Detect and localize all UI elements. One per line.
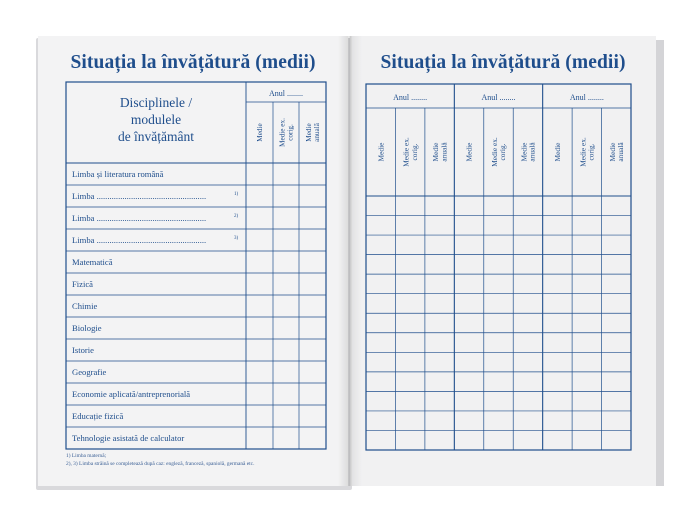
right-year-label: Anul ........ [569,93,604,102]
right-col-label-text: anuală [527,142,537,162]
left-page [38,36,348,486]
footnote-foreign-language: 2), 3) Limba străină se completează după caz: engleză, franceză, spaniolă, germană etc. [66,461,255,467]
subject-label: Geografie [72,367,107,377]
left-col-label-text: Medie [305,123,314,142]
left-header-line3: de învățământ [117,129,195,144]
left-grades-table [38,36,348,486]
right-col-label [578,137,595,167]
left-header-line1: Disciplinele / [119,95,193,110]
right-col-label [431,142,448,162]
right-grades-table [350,36,656,486]
subject-label: Limba ................................................... [72,235,207,245]
right-col-label [376,142,385,162]
right-col-label [519,142,536,162]
left-header-line2: modulele [130,112,182,127]
subject-superscript: 1) [234,192,239,197]
right-year-label: Anul ........ [393,93,428,102]
subject-label: Limba ................................................... [72,213,207,223]
subject-superscript: 2) [234,214,239,219]
left-col-label-text: Medie [256,123,265,142]
right-year-label: Anul ........ [481,93,516,102]
subject-label: Chimie [72,301,98,311]
right-page [350,36,656,486]
left-col-label [279,118,295,147]
subject-label: Economie aplicată/antreprenorială [72,389,191,399]
left-col-label [305,122,321,142]
left-col-label [256,123,264,141]
right-col-label-text: Medie ex. [578,137,588,167]
right-col-label-text: corig. [409,143,419,161]
subject-label: Biologie [72,323,102,333]
subject-label: Istorie [72,345,94,355]
left-year-label: Anul ........ [269,89,303,98]
subject-label: Educație fizică [72,411,124,421]
subject-superscript: 3) [234,236,239,241]
right-col-label-text: Medie [376,142,386,162]
right-col-label-text: Medie ex. [489,137,499,167]
subject-label: Limba ................................................... [72,191,207,201]
subject-label: Tehnologie asistată de calculator [72,433,185,443]
right-page-title: Situația la învățătură (medii) [380,52,626,73]
right-col-label-text: Medie [431,142,441,162]
subject-label: Matematică [72,257,113,267]
book-gutter [338,36,362,486]
left-col-label-text: corig. [286,124,295,141]
right-col-label-text: anuală [439,142,449,162]
right-col-label-text: corig. [498,143,508,161]
right-col-label-text: corig. [586,143,596,161]
right-col-label [465,142,474,162]
right-col-label-text: Medie [607,142,617,162]
right-col-label-text: Medie ex. [401,137,411,167]
right-col-label [608,142,625,162]
left-page-title: Situația la învățătură (medii) [70,52,316,73]
right-col-label-text: Medie [519,142,529,162]
right-col-label [553,142,562,162]
subject-label: Limba și literatura română [72,169,164,179]
left-col-label-text: anuală [313,123,322,142]
right-col-label [402,137,419,167]
left-col-label-text: Medie ex. [278,118,287,147]
subject-label: Fizică [72,279,93,289]
footnote-mother-tongue: 1) Limba maternă; [66,453,107,459]
right-col-label [490,137,507,167]
right-col-label-text: Medie [464,142,474,162]
right-col-label-text: Medie [552,142,562,162]
right-col-label-text: anuală [615,142,625,162]
